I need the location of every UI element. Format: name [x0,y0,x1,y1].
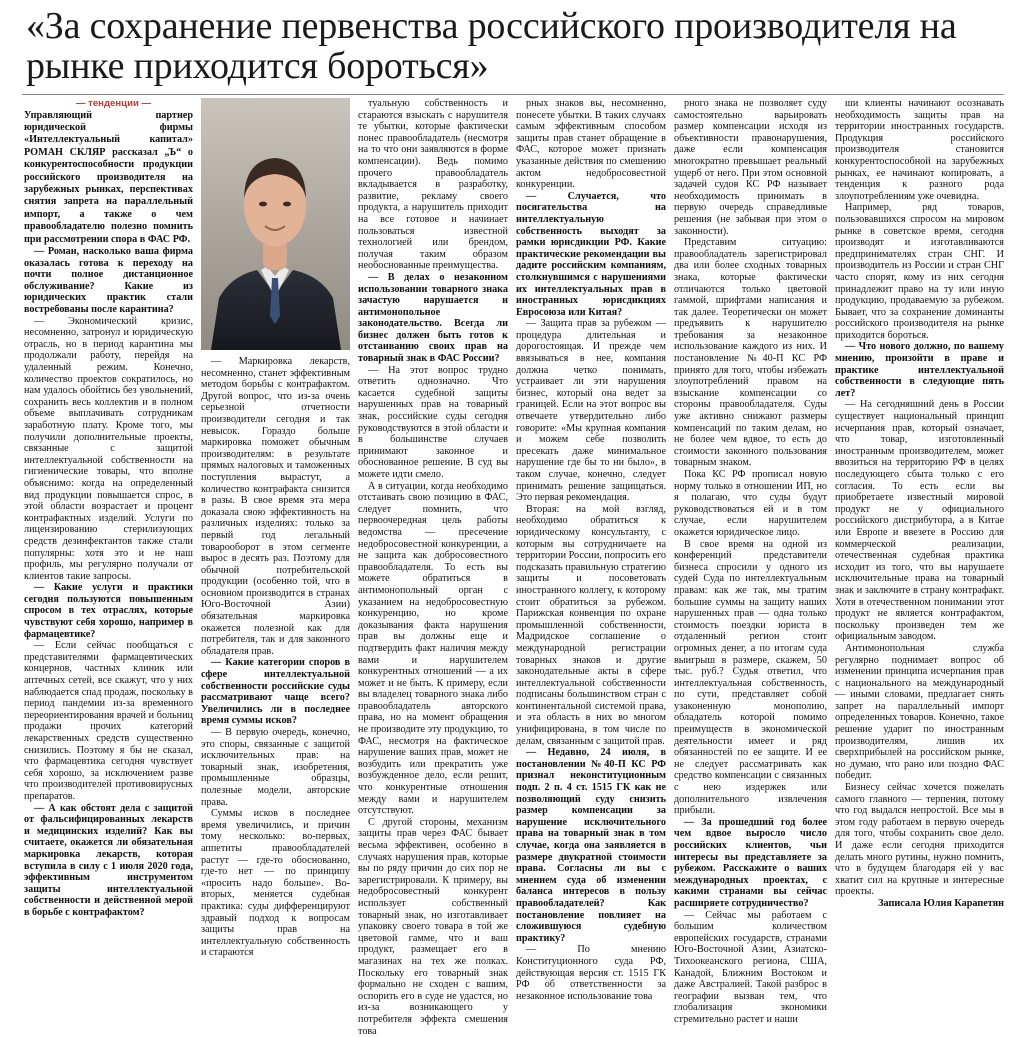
interview-answer: — На сегодняшний день в России существует национальный принцип исчерпания прав, который означает, что товар, изготовленный иностранным производителем, может ввозиться на территорию РФ в целях последующего сбыта только с его согласия. То есть если вы приобретаете известный мировой продукт не у официального российского дистрибутора, а в Китае или Европе и ввезете в Россию для коммерческой реализации, отечественная судебная практика исходит из того, что вы нарушаете исключительные права на товарный знак и заключите в страну контрафакт. Хотя в отечественном понимании этот продукт не является контрафактом, поскольку произведен тем же официальным заводом. [835,399,1004,643]
interview-answer: — Защита прав за рубежом — процедура длительная и дорогостоящая. И прежде чем ввязываться в нее, компания должна четко понимать, устраивает ли эти нарушения бизнес, который она ведет за границей. Если на этот вопрос вы отвечаете утвердительно либо говорите: «Мы крупная компания и можем себе позволить пресекать даже минимальное нарушение где бы то ни было», в таком случае, конечно, следует принимать решение защищаться. Это первая рекомендация. [516,318,666,504]
interview-question: — В делах о незаконном использовании товарного знака зачастую нарушается и антимонопольное законодательство. Всегда ли бизнес должен быть готов к отстаиванию своих прав на товарный знак в ФАС России? [358,271,508,365]
headline-rule [22,94,1004,95]
interview-question: — Какие категории споров в сфере интеллектуальной собственности российские суды рассматривают чаще всего? Увеличились ли в последнее время суммы исков? [201,657,350,727]
interview-answer: Вторая: на мой взгляд, необходимо обратиться к юридическому консультанту, с которым вы сотрудничаете на территории России, попросить его подсказать правильную стратегию защиты и посоветовать иностранного коллегу, к которому стоит обратиться за рубежом. Парижская конвенция по охране промышленной собственности, Мадридское соглашение о международной регистрации товарных знаков и другие законодательные акты в сфере интеллектуальной собственности подписаны большинством стран с континентальной системой права, и эта область в них во многом унифицирована, в том числе по делам, связанным с защитой прав. [516,503,666,747]
interview-answer: Бизнесу сейчас хочется пожелать самого главного — терпения, потому что год выдался непростой. Все мы в этом году работаем в первую очередь для того, чтобы сохранить свое дело. И даже если сегодня приходится делать много рутины, нужно помнить, что в будущем благодаря ей у вас хватит сил на крупные и интересные проекты. [835,782,1004,898]
lead-paragraph: Управляющий партнер юридической фирмы «Интеллектуальный капитал» РОМАН СКЛЯР рассказал „Ъ“ о конкурентоспособности продукции российского производителя на зарубежных рынках, перспективах снятия запрета на параллельный импорт, а также о чем правообладателю полезно помнить при рассмотрении спора в ФАС РФ. [24,109,193,245]
column-3 [358,98,508,1037]
column-6-body [835,98,1004,898]
column-5 [674,98,827,1025]
interview-answer: туальную собственность и стараются взыскать с нарушителя те убытки, которые фактически понес правообладатель (несмотря на то что они заявляются в форме компенсации). Ведь помимо прочего правообладатель вкладывается в разработку, развитие, рекламу своего продукта, а нарушитель приходит на все готовое и начинает пользоваться известной технологией или брендом, получая таким образом необоснованные преимущества. [358,98,508,272]
interview-question: — Что нового должно, по вашему мнению, произойти в праве и практике интеллектуальной собственности в следующие пять лет? [835,341,1004,399]
interview-question: — Недавно, 24 июля, в постановлении №40-П КС РФ признал неконституционным подп. 2 п. 4 ст. 1515 ГК как не позволяющий суду снизить размер компенсации за нарушение исключительного права на товарный знак в том случае, когда она заявляется в размере двукратной стоимости права. Согласны ли вы с мнением суда об изменении баланса интересов в пользу правообладателей? Как постановление повлияет на сложившуюся судебную практику? [516,747,666,944]
interview-answer: Суммы исков в последнее время увеличились, и причин тому несколько: во-первых, аппетиты правообладателей растут — где-то обоснованно, где-то нет — по принципу «просить надо больше». Во-вторых, меняется судебная практика: суды дифференцируют здравый подход к вопросам защиты прав на интеллектуальную собственность и стараются [201,808,350,959]
article-headline: «За сохранение первенства российского производителя на рынке приходится бороться» [26,5,957,87]
interview-answer: Пока КС РФ прописал новую норму только в отношении ИП, но я полагаю, что суды будут руководствоваться ей и в том случае, если нарушителем окажется юридическое лицо. [674,469,827,538]
interview-question: — За прошедший год более чем вдвое выросло число российских клиентов, чьи интересы вы представляете за рубежом. Расскажите о ваших международных проектах, с какими странами вы сейчас расширяете сотрудничество? [674,816,827,909]
column-3-body [358,98,508,1037]
column-1-body [24,246,193,918]
interview-answer: — Экономический кризис, несомненно, затронул и юридическую отрасль, но в период карантина мы продолжали работу, перейдя на удаленный режим. Конечно, количество проектов сократилось, но нам удалось обойтись без увольнений, сохранить весь коллектив и в полном объеме выплачивать сотрудникам заработную плату. Кроме того, мы получили дополнительные проекты, связанные с защитой интеллектуальной собственности на гигиенические товары, что вполне объяснимо: когда на определенный вид продукции повышается спрос, в этой области возрастает и процент контрафактных изделий. Услуги по лицензированию стерилизующих средств дезинфектантов также стали популярны: хотя это и не наш профиль, мы регулярно получали от клиентов такие запросы. [24,315,193,582]
interview-answer: В свое время на одной из конференций представители бизнеса спросили у одного из судей Суда по интеллектуальным правам: как же так, мы тратим большие суммы на защиту наших нарушенных прав — одна только стоимость поездки юриста в отдаленный регион стоит огромных денег, а по итогам суда выигрыш в размере, скажем, 50 тыс. руб.? Судья ответил, что интеллектуальная собственность, по сути, представляет собой узаконенную монополию, обладатель которой помимо преимуществ в экономической деятельности имеет и ряд обязанностей по ее защите. И ее не следует рассматривать как средство компенсации с связанных с нею издержек или дополнительного извлечения прибыли. [674,538,827,817]
interview-question: — Какие услуги и практики сегодня пользуются повышенным спросом в тех отраслях, которые чувствуют себя хорошо, например в фармацевтике? [24,582,193,640]
column-4-body [516,98,666,1002]
rubric-label: — тенденции — [75,98,152,109]
interview-answer: С другой стороны, механизм защиты прав через ФАС бывает весьма эффективен, особенно в случаях нарушения прав, которые вы по ряду причин до сих пор не зарегистрировали. К примеру, вы недобросовестный конкурент использует собственный товарный знак, но изготавливает упаковку своего товара в той же цветовой гамме, что и ваш продукт, размещает его в магазинах на тех же полках. Поскольку его товарный знак формально не сходен с вашим, оспорить его в суде не удастся, но из-за возникающего у потребителя эффекта смешения това [358,816,508,1037]
column-5-body [674,98,827,1026]
interview-answer: Представим ситуацию: правообладатель зарегистрировал два или более сходных товарных знака, которые фактически отличаются только цветовой гаммой, шрифтами написания и так далее. Теоретически он может предъявить к нарушителю требования за незаконное использование каждого из них. И постановление №40-П КС РФ принято для того, чтобы избежать злоупотреблений правом на взыскание компенсации со стороны правообладателя. Суды уже активно снижают размеры компенсаций по таким делам, но не более чем вдвое, то есть до стоимости законного пользования товарным знаком. [674,237,827,469]
interview-answer: Например, ряд товаров, пользовавшихся спросом на мировом рынке в советское время, сегодня производят и изготавливаются предпринимателях стран СНГ. И производитель из России и стран СНГ часто спорят, кому из них сегодня принадлежит право на ту или иную продукцию, продаваемую за рубежом. Бывает, что за сохранение доминанты российского производителя на рынке приходится бороться. [835,202,1004,341]
column-2-body [201,356,350,959]
interview-answer: — Сейчас мы работаем с большим количеством европейских государств, странами Юго-Восточной Азии, Азиатско-Тихоокеанского региона, США, Канадой, Ближним Востоком и даже Австралией. Такой разброс в географии вызван тем, что глобализация экономики стремительно растет и наши [674,909,827,1025]
interview-answer: — По мнению Конституционного суда РФ, действующая версия ст. 1515 ГК РФ об ответственности за незаконное использование това [516,944,666,1002]
interview-answer: А в ситуации, когда необходимо отстаивать свою позицию в ФАС, следует помнить, что первоочередная цель работы ведомства — пресечение недобросовестной конкуренции, а не защита как добросовестного правообладателя. То есть вы можете обратиться в антимонопольный орган с указанием на недобросовестную конкуренцию, но кроме доказывания факта нарушения прав вы должны еще и подтвердить факт наличия между вами и нарушителем конкурентных отношений — а их может и не быть. К примеру, если вы владелец товарного знака либо правообладатель авторского права, но на момент обращения не производите эту продукцию, то ФАС, несмотря на фактическое нарушение ваших прав, может не возбудить или прекратить уже возбужденное дело, если решит, что конкурентные отношения между вами и нарушителем отсутствуют. [358,480,508,817]
column-6 [835,98,1004,909]
interview-answer: рного знака не позволяет суду самостоятельно варьировать размер компенсации исходя из объективности правонарушения, даже если компенсация многократно превышает реальный ущерб от него. При этом основной задачей судов КС РФ называет необходимость принимать в первую очередь справедливые решения (не забывая при этом о законности). [674,98,827,237]
column-4 [516,98,666,1002]
interview-answer: ши клиенты начинают осознавать необходимость защиты прав на территории иностранных государств. Продукция российского производителя становится конкурентоспособной на зарубежных рынках, ее начинают копировать, а тенденция к разного рода злоупотреблениям уже очевидна. [835,98,1004,202]
portrait-person-icon [201,98,350,350]
interview-answer: — В первую очередь, конечно, это споры, связанные с защитой исключительных прав: на товарный знак, изобретения, промышленные образцы, полезные модели, авторские права. [201,727,350,808]
interview-answer: — Маркировка лекарств, несомненно, станет эффективным методом борьбы с контрафактом. Другой вопрос, что из-за очень серьезной отчетности производители сегодня и так невысок. Гораздо больше маркировка поможет обычным производителям: в результате прямых налоговых и таможенных поступления вырастут, а количество контрафакта снизится в разы. В свое время эта мера доказала свою эффективность на различных изделиях: только за первый год легальный товарооборот в этом сегменте вырос в десять раз. Поэтому для обычной потребительской продукции (особенно той, что в основном производится в странах Юго-Восточной Азии) обязательная маркировка окажется полезной как для потребителя, так и для законного обладателя прав. [201,356,350,657]
interview-answer: Антимонопольная служба регулярно поднимает вопрос об изменении принципа исчерпания прав с национального на международный — иными словами, предлагает снять запрет на параллельный импорт определенных товаров. Конечно, такое решение ударит по иностранным производителям, лишив их сверхприбылей на российском рынке, но думаю, что рано или поздно ФАС победит. [835,642,1004,782]
interview-question: — Роман, насколько ваша фирма оказалась готова к переходу на почти полное дистанционное обслуживание? Какие из юридических практик стали востребованы после карантина? [24,246,193,316]
interview-answer: — На этот вопрос трудно ответить однозначно. Что касается судебной защиты нарушенных прав на товарный знак, российские суды сегодня руководствуются в этой области и в большинстве случаев принимают законное и обоснованное решение. В суд вы можете идти смело. [358,364,508,480]
interview-answer: — Если сейчас пообщаться с представителями фармацевтических концернов, частных клиник или аптечных сетей, все скажут, что у них наблюдается спад продаж, поскольку в период пандемии из-за временного переориентирования врачей и больниц продажи прочих категорий лекарственных средств существенно снизились. Поэтому я бы не сказал, что фармацевтика сегодня чувствует себя хорошо, за исключением разве что производителей противовирусных препаратов. [24,640,193,802]
interview-answer: рных знаков вы, несомненно, понесете убытки. В таких случаях самым эффективным способом защиты прав станет обращение в ФАС, которое может признать указанные действия по смешению актом недобросовестной конкуренции. [516,98,666,191]
author-signature: Записала Юлия Карапетян [878,897,1004,909]
interview-question: — Случается, что посягательства на интеллектуальную собственность выходят за рамки юрисдикции РФ. Какие практические рекомендации вы дадите российским компаниям, столкнувшимся с нарушениями их интеллектуальных прав в иностранных юрисдикциях Евросоюза или Китая? [516,190,666,318]
column-1 [24,98,193,918]
portrait-photo [201,98,350,350]
column-2 [201,356,350,959]
interview-question: — А как обстоят дела с защитой от фальсифицированных лекарств и медицинских изделий? Как вы считаете, окажется ли обязательная маркировка лекарств, которая вступила в силу с 1 июля 2020 года, эффективным инструментом защиты интеллектуальной собственности и действенной мерой в борьбе с контрафактом? [24,802,193,918]
